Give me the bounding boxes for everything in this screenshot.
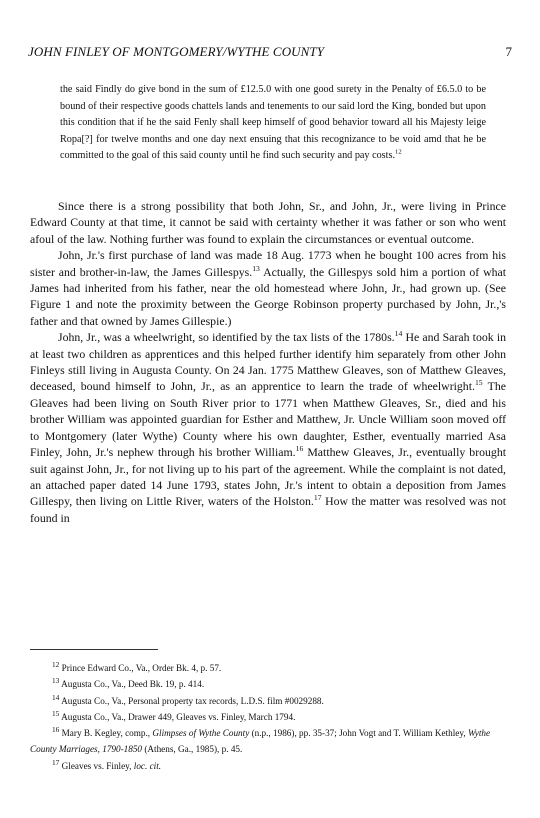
paragraph-1-text: Since there is a strong possibility that both John, Sr., and John, Jr., were living in Prince Edward County at that time, it cannot be said with certainty whether it was father or son who went afoul of the law. Nothing further was found to explain the circumstances or eventual outcome. — [30, 199, 506, 246]
footnote-14 — [30, 693, 506, 709]
quotation-text: the said Findly do give bond in the sum of £12.5.0 with one good surety in the Penalty of £6.5.0 to be bound of their respective goods chattels lands and tenements to our said lord the King, bonded but upon this condition that if he the said Fenly shall keep himself of good behavior toward all his Majesty leige Ropa[?] for twelve months and one day next ensuing that this recognizance to be void amd that he be committed to the goal of this said county until he find such security and pay costs. — [60, 84, 486, 162]
quotation-paragraph — [60, 82, 486, 165]
footnote-number: 16 — [52, 725, 60, 735]
footnote-17 — [30, 758, 506, 774]
paragraph-3-text-d: Matthew Gleaves, Jr., eventually brought suit against John, Jr., for not living up to his part of the agreement. While the complaint is not dated, an attached paper dated 14 June 1793, states John, Jr.'s intent to obtain a deposition from James Gillespy, then living on Little River, waters of the Holston. — [30, 445, 506, 509]
paragraph-2-text-a: John, Jr.'s first purchase of land was made 18 Aug. 1773 when he bought 100 acres from his sister and brother-in-law, the James Gillespys. — [30, 248, 506, 279]
paragraph-2-text-b: Actually, the Gillespys sold him a portion of what James had inherited from his father, near the old homestead where John, Jr., had grown up. (See Figure 1 and note the proximity between the George Robinson property purchased by John, Jr.,'s father and that owned by James Gillespie.) — [30, 264, 506, 328]
footnote-ref-13: 13 — [252, 263, 260, 273]
footnote-number: 15 — [52, 708, 60, 718]
footnote-16 — [30, 725, 506, 758]
paragraph-3-text-e: How the matter was resolved was not found in — [30, 494, 506, 525]
page-header — [28, 44, 512, 62]
footnote-number: 12 — [52, 659, 60, 669]
footnote-ref-16: 16 — [295, 444, 304, 454]
footnote-text: Augusta Co., Va., Personal property tax records, L.D.S. film #0029288. — [61, 695, 324, 706]
footnote-book-title: Wythe County Marriages, 1790-1850 — [30, 728, 491, 755]
footnote-citation-abbrev: loc. cit. — [133, 760, 162, 771]
footnote-number: 17 — [52, 757, 60, 767]
footnote-ref-12: 12 — [395, 148, 402, 156]
paragraph-3-text-c: The Gleaves had been living on South River prior to 1771 when Matthew Gleaves, Sr., died and his brother William was appointed guardian for Esther and Matthew, Jr. Uncle William soon moved off to Montgomery (later Wythe) County where his own daughter, Esther, eventually married Asa Finley, John, Jr.'s nephew through his brother William. — [30, 379, 506, 460]
footnote-number: 13 — [52, 676, 60, 686]
footnote-book-title: Glimpses of Wythe County — [152, 728, 250, 739]
footnote-15 — [30, 709, 506, 725]
footnote-text-a: Mary B. Kegley, comp., — [61, 728, 153, 739]
footnote-12 — [30, 660, 506, 676]
body-text — [30, 198, 506, 526]
running-head: JOHN FINLEY OF MONTGOMERY/WYTHE COUNTY — [28, 44, 325, 59]
footnote-ref-14: 14 — [394, 329, 403, 339]
footnote-ref-15: 15 — [474, 378, 483, 388]
footnote-ref-17: 17 — [313, 493, 322, 503]
footnote-13 — [30, 676, 506, 692]
paragraph-3-text-b: He and Sarah took in at least two children as apprentices and this helped further identify him separately from other John Finleys still living in Augusta County. On 24 Jan. 1775 Matthew Gleaves, son of Matthew Gleaves, deceased, bound himself to John, Jr., as an apprentice to learn the trade of wheelwright. — [30, 330, 507, 394]
paragraph-3-text-a: John, Jr., was a wheelwright, so identified by the tax lists of the 1780s. — [58, 330, 395, 345]
court-record-quotation — [60, 82, 486, 165]
footnote-text: Prince Edward Co., Va., Order Bk. 4, p. 57. — [61, 663, 222, 673]
footnote-text: Augusta Co., Va., Deed Bk. 19, p. 414. — [61, 679, 205, 690]
paragraph-2 — [30, 247, 506, 329]
footnote-divider — [30, 649, 158, 650]
footnotes — [30, 660, 506, 774]
paragraph-3 — [30, 329, 506, 526]
footnote-text-c: (Athens, Ga., 1985), p. 45. — [142, 744, 243, 755]
footnote-number: 14 — [52, 692, 60, 702]
paragraph-1 — [30, 198, 506, 247]
footnote-text: Augusta Co., Va., Drawer 449, Gleaves vs. Finley, March 1794. — [61, 711, 296, 722]
page-number: 7 — [505, 44, 512, 59]
footnote-text-b: (n.p., 1986), pp. 35-37; John Vogt and T. William Kethley, — [249, 728, 468, 739]
footnote-text: Gleaves vs. Finley, — [61, 760, 134, 771]
